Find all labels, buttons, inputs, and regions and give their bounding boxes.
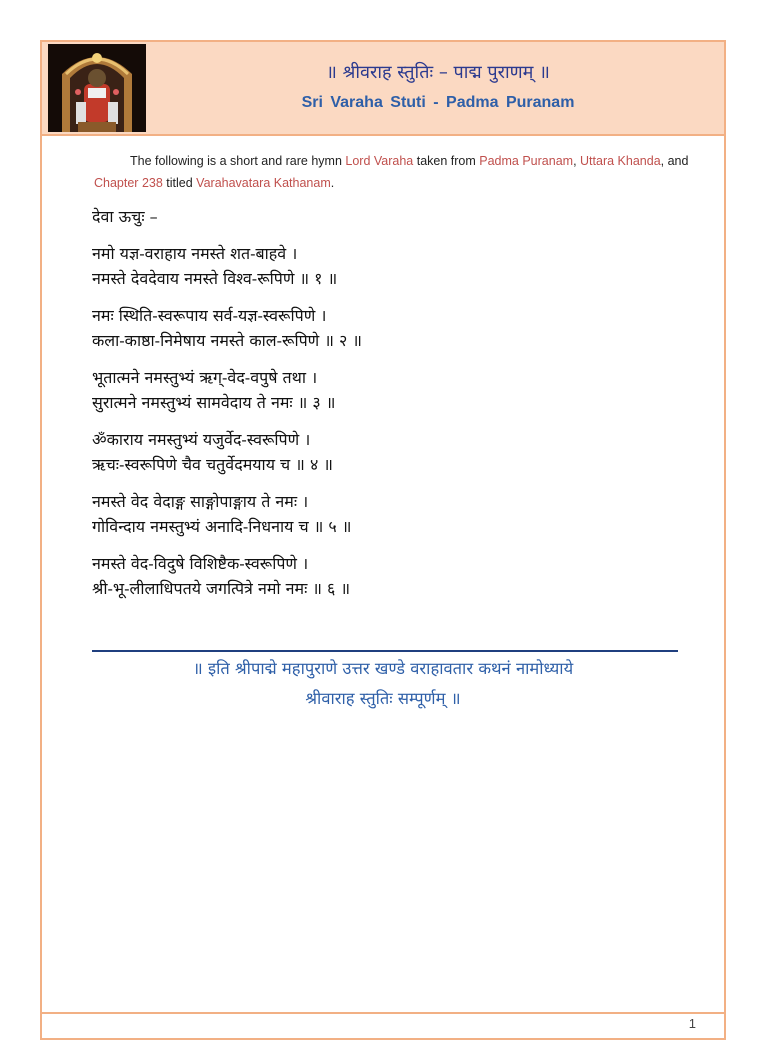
colophon: [82, 654, 684, 714]
section-divider: [92, 650, 678, 652]
header-banner: [42, 42, 724, 136]
verse-5-line-1: नमस्ते वेद वेदाङ्ग साङ्गोपाङ्गाय ते नमः ।: [92, 492, 309, 511]
intro-text: titled: [162, 176, 197, 190]
verse-6-line-2: श्री-भू-लीलाधिपतये जगत्पित्रे नमो नमः ॥ ६ ॥: [92, 579, 351, 598]
verse-2-line-1: नमः स्थिति-स्वरूपाय सर्व-यज्ञ-स्वरूपिणे ।: [92, 306, 327, 325]
intro-highlight-kathanam: Varahavatara Kathanam: [196, 176, 331, 190]
intro-paragraph: [94, 150, 694, 194]
verses-block: [92, 204, 692, 601]
title-english: Sri Varaha Stuti - Padma Puranam: [301, 94, 575, 111]
title-sanskrit: ॥ श्रीवराह स्तुतिः – पाद्म पुराणम् ॥: [326, 62, 550, 83]
deity-image: [48, 44, 146, 132]
intro-text: .: [330, 176, 335, 190]
verse-6-line-1: नमस्ते वेद-विदुषे विशिष्टैक-स्वरूपिणे ।: [92, 554, 309, 573]
page-number: 1: [688, 1016, 696, 1031]
intro-text: taken from: [413, 154, 480, 168]
intro-highlight-uttara-khanda: Uttara Khanda: [580, 154, 661, 168]
intro-highlight-padma-puranam: Padma Puranam: [479, 154, 574, 168]
intro-text: The following is a short and rare hymn: [130, 154, 346, 168]
speaker-line: देवा ऊचुः –: [92, 207, 158, 226]
footer-divider: [42, 1012, 724, 1014]
verse-2-line-2: कला-काष्ठा-निमेषाय नमस्ते काल-रूपिणे ॥ २ ॥: [92, 331, 362, 350]
verse-1-line-2: नमस्ते देवदेवाय नमस्ते विश्व-रूपिणे ॥ १ ॥: [92, 269, 338, 288]
verse-3-line-2: सुरात्मने नमस्तुभ्यं सामवेदाय ते नमः ॥ ३ ॥: [92, 393, 336, 412]
verse-4-line-1: ॐकाराय नमस्तुभ्यं यजुर्वेद-स्वरूपिणे ।: [92, 430, 311, 449]
intro-highlight-chapter: Chapter 238: [94, 176, 163, 190]
verse-5-line-2: गोविन्दाय नमस्तुभ्यं अनादि-निधनाय च ॥ ५ ॥: [92, 517, 352, 536]
verse-1-line-1: नमो यज्ञ-वराहाय नमस्ते शत-बाहवे ।: [92, 244, 298, 263]
intro-text: ,: [573, 154, 581, 168]
intro-highlight-lord-varaha: Lord Varaha: [345, 154, 414, 168]
verse-3-line-1: भूतात्मने नमस्तुभ्यं ऋग्-वेद-वपुषे तथा ।: [92, 368, 318, 387]
verse-4-line-2: ऋचः-स्वरूपिणे चैव चतुर्वेदमयाय च ॥ ४ ॥: [92, 455, 333, 474]
page-frame: [40, 40, 726, 1040]
deity-picture-icon: [48, 44, 146, 132]
colophon-line-1: ॥ इति श्रीपाद्मे महापुराणे उत्तर खण्डे वराहावतार कथनं नामोध्याये: [192, 659, 574, 678]
intro-text: , and: [660, 154, 689, 168]
colophon-line-2: श्रीवाराह स्तुतिः सम्पूर्णम् ॥: [305, 689, 461, 708]
